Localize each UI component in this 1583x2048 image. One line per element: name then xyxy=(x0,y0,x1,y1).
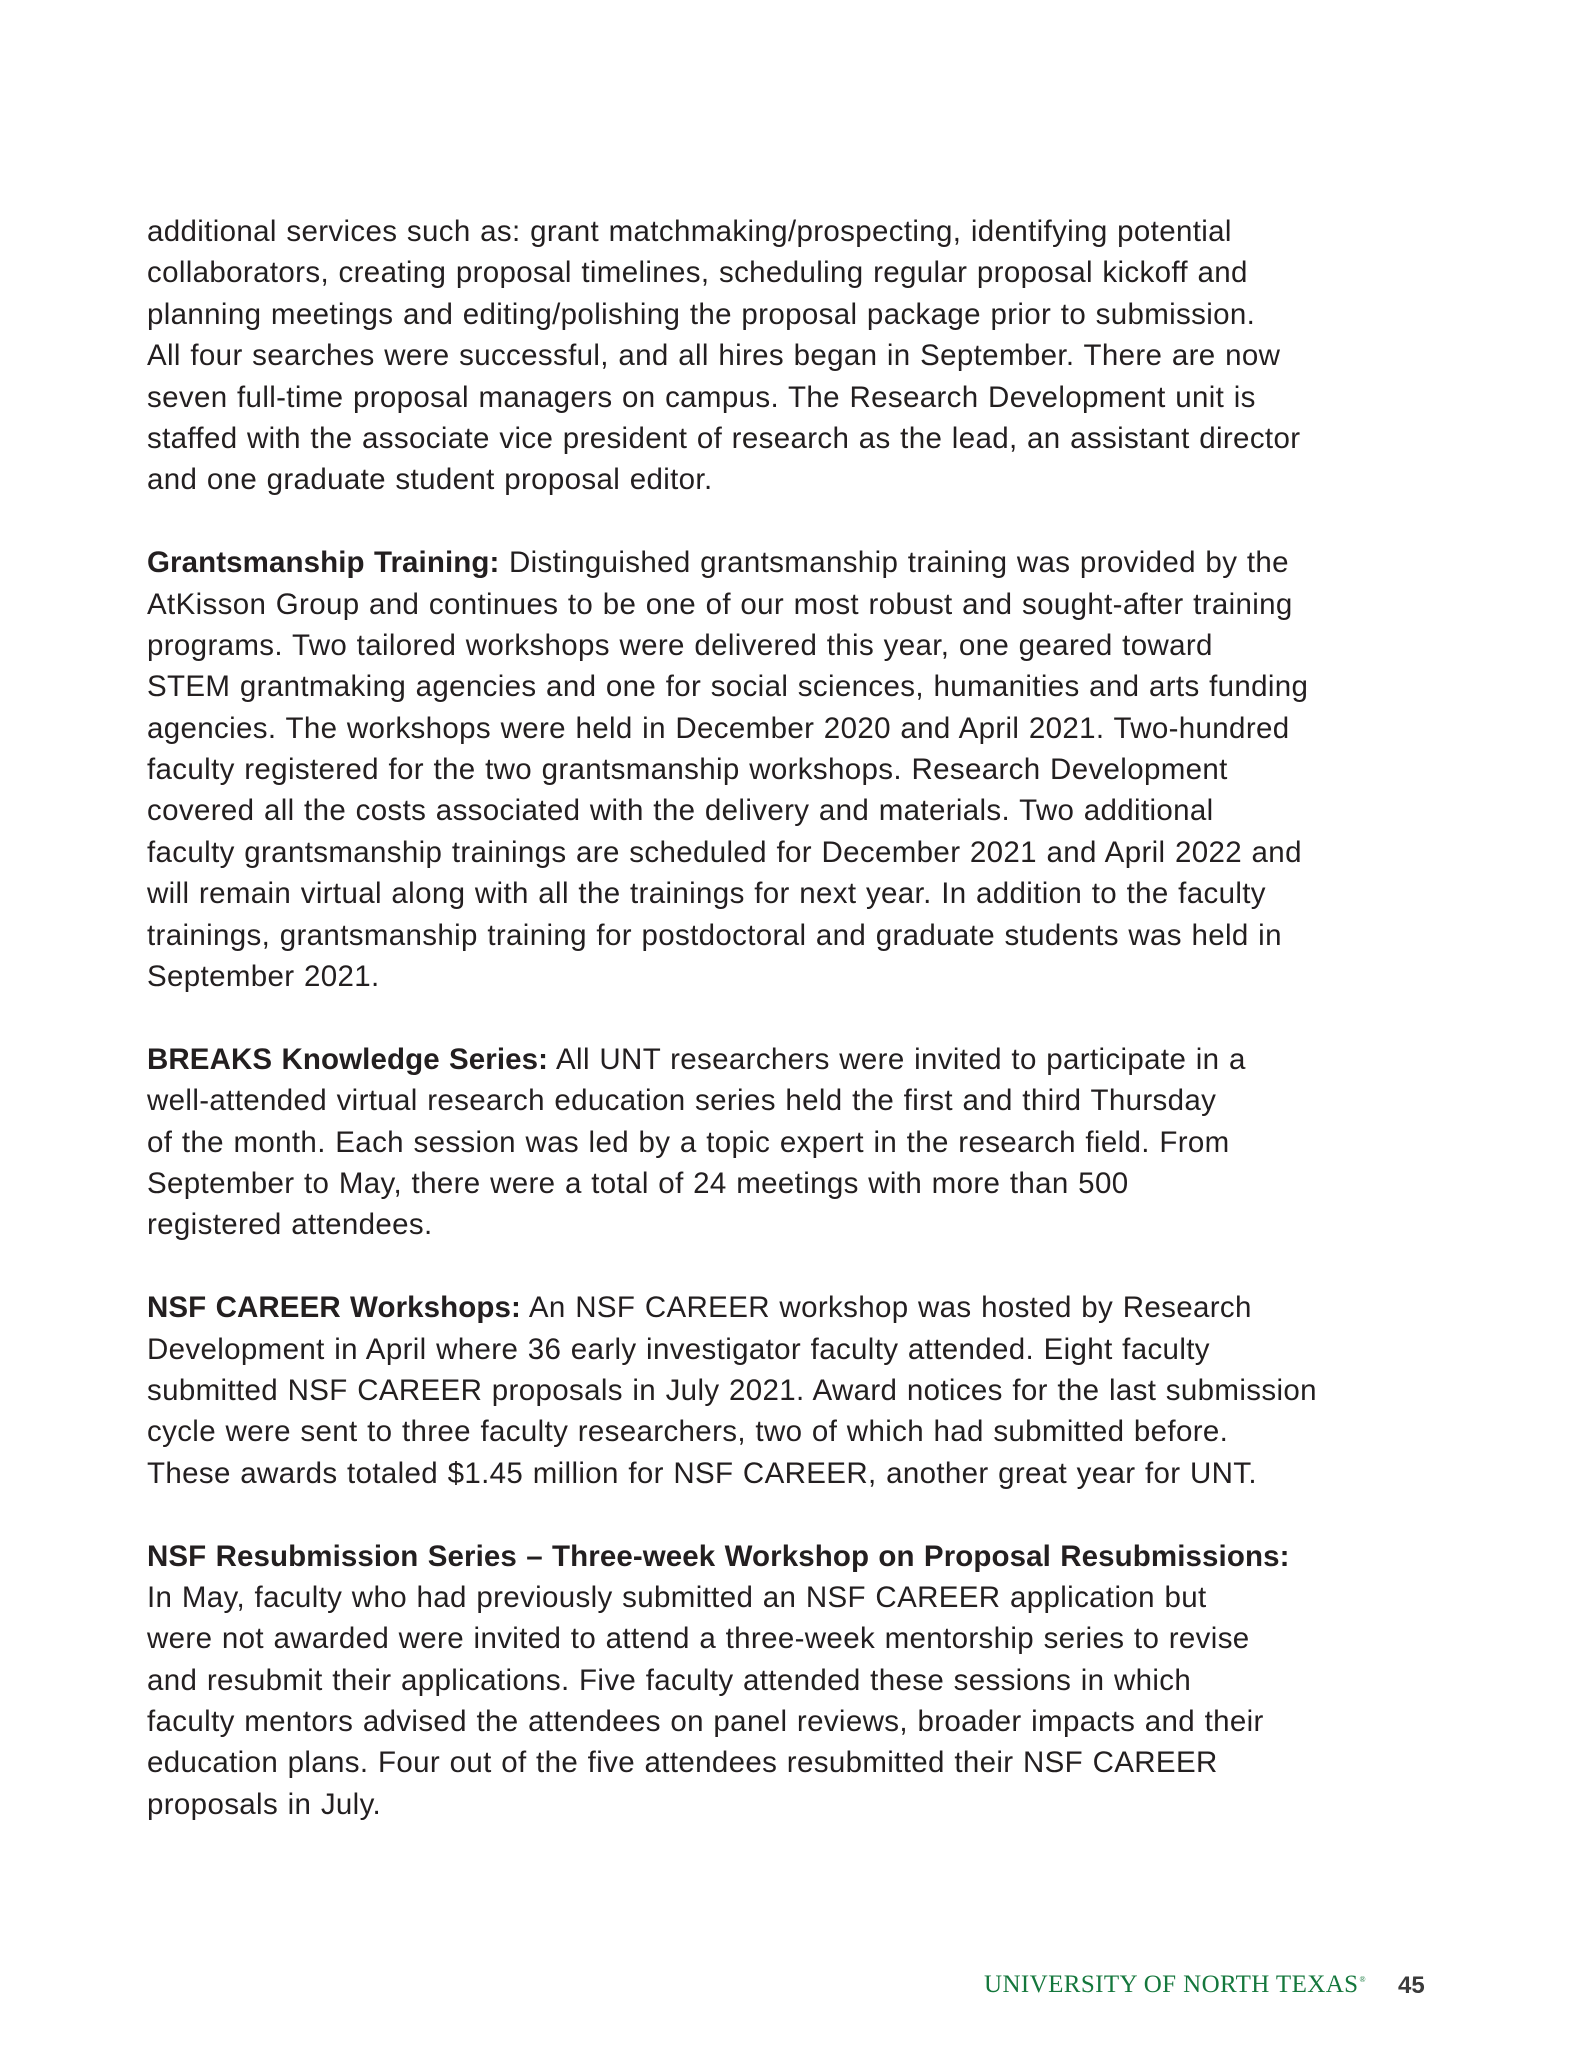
paragraph-nsf-resubmission-series xyxy=(147,1536,1447,1826)
text-line: additional services such as: grant matchmaking/prospecting, identifying potential xyxy=(147,215,1232,248)
text-line: submitted NSF CAREER proposals in July 2021. Award notices for the last submission xyxy=(147,1373,1317,1407)
paragraph-research-development-services xyxy=(147,211,1447,501)
section-lead-heading: Grantsmanship Training: xyxy=(147,546,500,580)
registered-trademark-icon: ® xyxy=(1359,1975,1366,1984)
text-line xyxy=(147,542,1447,583)
university-wordmark-logo xyxy=(984,1971,1366,1999)
text-line: agencies. The workshops were held in December 2020 and April 2021. Two-hundred xyxy=(147,711,1290,745)
text-line xyxy=(147,1039,1447,1080)
text-line: STEM grantmaking agencies and one for social sciences, humanities and arts funding xyxy=(147,670,1309,704)
text-line xyxy=(147,1287,1447,1328)
text-line: education plans. Four out of the five attendees resubmitted their NSF CAREER xyxy=(147,1746,1218,1780)
text-line: In May, faculty who had previously submitted an NSF CAREER application but xyxy=(147,1580,1207,1614)
text-line: and one graduate student proposal editor. xyxy=(147,463,713,497)
text-line: September 2021. xyxy=(147,960,380,994)
text-line: Development in April where 36 early investigator faculty attended. Eight faculty xyxy=(147,1332,1210,1366)
text-line: faculty grantsmanship trainings are scheduled for December 2021 and April 2022 and xyxy=(147,835,1302,869)
wordmark-text: UNIVERSITY OF NORTH TEXAS xyxy=(984,1971,1359,1998)
text-line: and resubmit their applications. Five faculty attended these sessions in which xyxy=(147,1663,1192,1697)
text-line xyxy=(147,1536,1447,1577)
paragraph-nsf-career-workshops xyxy=(147,1287,1447,1494)
section-lead-heading: NSF Resubmission Series – Three-week Workshop on Proposal Resubmissions: xyxy=(147,1539,1290,1573)
page-number: 45 xyxy=(1398,1972,1425,1999)
text-line: These awards totaled $1.45 million for NSF CAREER, another great year for UNT. xyxy=(147,1456,1257,1490)
text-line: faculty registered for the two grantsmanship workshops. Research Development xyxy=(147,753,1228,787)
text-line: All four searches were successful, and all hires began in September. There are now xyxy=(147,339,1281,373)
text-line: will remain virtual along with all the trainings for next year. In addition to the faculty xyxy=(147,877,1266,911)
text-line: collaborators, creating proposal timelines, scheduling regular proposal kickoff and xyxy=(147,256,1248,290)
text-line: covered all the costs associated with the delivery and materials. Two additional xyxy=(147,794,1214,828)
text-line: staffed with the associate vice president of research as the lead, an assistant director xyxy=(147,421,1301,455)
text-line: seven full-time proposal managers on campus. The Research Development unit is xyxy=(147,380,1256,414)
text-line: well-attended virtual research education series held the first and third Thursday xyxy=(147,1084,1217,1118)
text-line: programs. Two tailored workshops were delivered this year, one geared toward xyxy=(147,628,1213,662)
text-line: were not awarded were invited to attend a three-week mentorship series to revise xyxy=(147,1622,1250,1656)
text-line: cycle were sent to three faculty researchers, two of which had submitted before. xyxy=(147,1415,1229,1449)
text-line: trainings, grantsmanship training for postdoctoral and graduate students was held in xyxy=(147,918,1282,952)
text-line: AtKisson Group and continues to be one of our most robust and sought-after training xyxy=(147,587,1293,621)
section-lead-heading: NSF CAREER Workshops: xyxy=(147,1291,521,1325)
text-line: September to May, there were a total of 24 meetings with more than 500 xyxy=(147,1166,1129,1200)
paragraph-grantsmanship-training xyxy=(147,542,1447,997)
text-run: An NSF CAREER workshop was hosted by Research xyxy=(520,1291,1252,1325)
text-line: of the month. Each session was led by a topic expert in the research field. From xyxy=(147,1125,1230,1159)
body-text xyxy=(147,211,1447,1867)
paragraph-breaks-knowledge-series xyxy=(147,1039,1447,1246)
text-line: registered attendees. xyxy=(147,1208,433,1242)
text-line: planning meetings and editing/polishing the proposal package prior to submission. xyxy=(147,297,1256,331)
page-footer xyxy=(0,1968,1583,2008)
section-lead-heading: BREAKS Knowledge Series: xyxy=(147,1042,549,1076)
text-run: All UNT researchers were invited to participate in a xyxy=(548,1042,1246,1076)
text-line: faculty mentors advised the attendees on panel reviews, broader impacts and their xyxy=(147,1705,1264,1739)
text-run: Distinguished grantsmanship training was provided by the xyxy=(499,546,1289,580)
text-line: proposals in July. xyxy=(147,1787,382,1821)
